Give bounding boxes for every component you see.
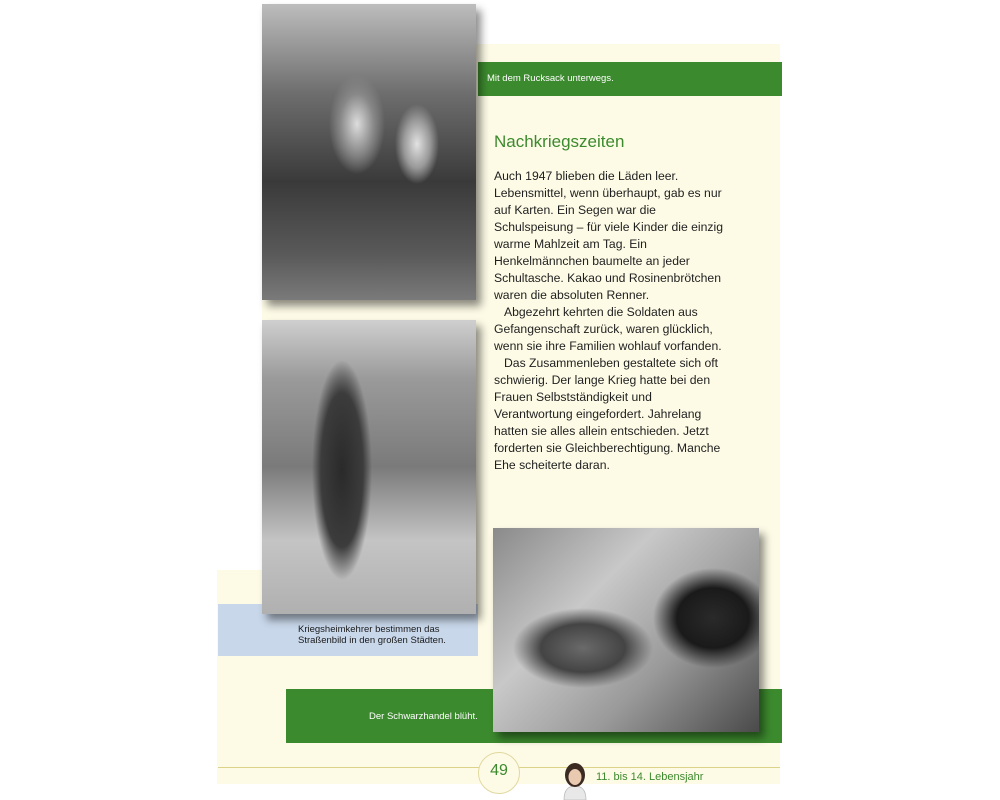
article-paragraph: Das Zusammenleben gestaltete sich oft schwierig. Der lange Krieg hatte bei den Frauen Selbstständigkeit und Verantwortung eingefordert. Jahrelang hatten sie alles allein entschieden. Jetzt forderten sie Gleichberechtigung. Manche Ehe scheiterte daran.	[494, 356, 721, 472]
child-portrait-icon	[558, 758, 592, 800]
page-number: 49	[490, 762, 508, 779]
caption-rucksack: Mit dem Rucksack unterwegs.	[487, 73, 614, 84]
photo-kriegsheimkehrer	[262, 320, 476, 614]
caption-schwarzhandel: Der Schwarzhandel blüht.	[369, 711, 478, 722]
caption-kriegsheimkehrer: Kriegsheimkehrer bestimmen das Straßenbild in den großen Städten.	[298, 624, 446, 646]
photo-schwarzhandel	[493, 528, 759, 732]
photo-rucksack	[262, 4, 476, 300]
article-paragraph: Auch 1947 blieben die Läden leer. Lebensmittel, wenn überhaupt, gab es nur auf Karten. Ein Segen war die Schulspeisung – für viele Kinder die einzig warme Mahlzeit am Tag. Ein Henkelmännchen baumelte an jeder Schultasche. Kakao und Rosinenbrötchen waren die absoluten Renner.	[494, 169, 723, 302]
article-body	[494, 168, 724, 474]
article-heading: Nachkriegszeiten	[494, 132, 625, 151]
article-paragraph: Abgezehrt kehrten die Soldaten aus Gefangenschaft zurück, waren glücklich, wenn sie ihre Familien wohlauf vorfanden.	[494, 305, 722, 353]
chapter-label: 11. bis 14. Lebensjahr	[596, 771, 704, 783]
